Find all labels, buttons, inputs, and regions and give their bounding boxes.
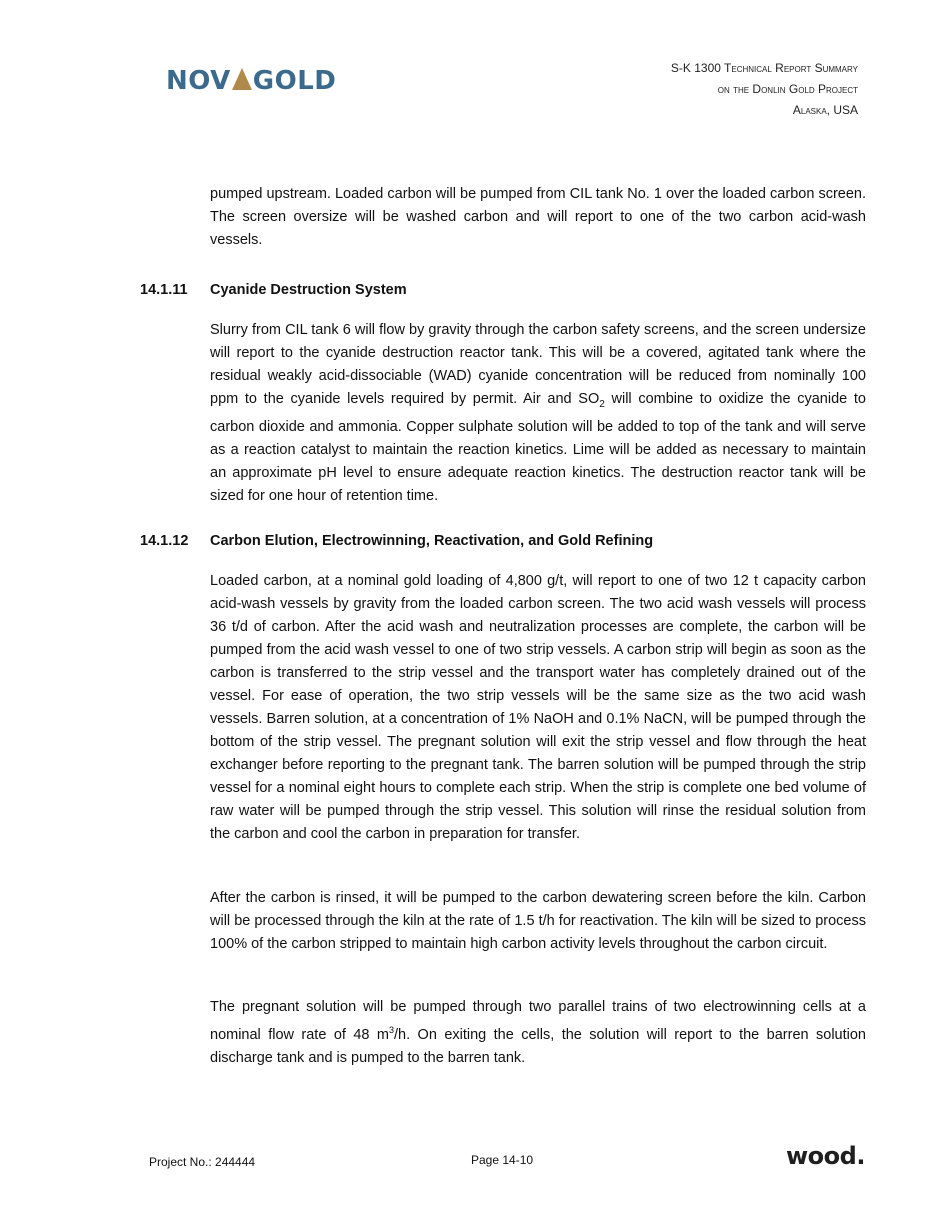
cyanide-text-part2: will combine to oxidize the cyanide to carbon dioxide and ammonia. Copper sulphate solution will be added to top of the tank and will serve as a reaction catalyst to maintain the reaction kinetics. Lime will be added as necessary to maintain an approximate pH level to ensure adequate reaction kinetics. The destruction reactor tank will be sized for one hour of retention time. [210,391,866,504]
section-title-1411: Cyanide Destruction System [210,282,407,298]
cyanide-text-part1: Slurry from CIL tank 6 will flow by gravity through the carbon safety screens, and the screen undersize will report to the cyanide destruction reactor tank. This will be a covered, agitated tank where the residual weakly acid-dissociable (WAD) cyanide concentration will be reduced from nominally 100 ppm to the cyanide levels required by permit. Air and SO [210,322,866,407]
logo-triangle-icon [232,68,252,90]
cyanide-destruction-paragraph [210,319,866,508]
page-number: Page 14-10 [471,1153,534,1167]
project-number: Project No.: 244444 [149,1155,256,1169]
section-number-1411: 14.1.11 [140,282,188,298]
novagold-logo-text: NOV GOLD [166,66,337,96]
header-title-line2: on the Donlin Gold Project [717,82,858,96]
section-number-1412: 14.1.12 [140,533,189,549]
wood-logo: wood. [786,1142,865,1170]
section-title-1412: Carbon Elution, Electrowinning, Reactivation, and Gold Refining [210,533,654,549]
header-title-line1: S-K 1300 Technical Report Summary [670,61,858,75]
carbon-reactivation-paragraph: After the carbon is rinsed, it will be pumped to the carbon dewatering screen before the kiln. Carbon will be processed through the kiln at the rate of 1.5 t/h for reactivation. The kiln will be sized to process 100% of the carbon stripped to maintain high carbon activity levels throughout the carbon circuit. [210,890,866,952]
electrowinning-paragraph [210,996,866,1070]
intro-paragraph: pumped upstream. Loaded carbon will be pumped from CIL tank No. 1 over the loaded carbon screen. The screen oversize will be washed carbon and will report to one of the two carbon acid-wash vessels. [210,186,866,248]
report-header [671,58,858,121]
electrowinning-text-part2: /h. On exiting the cells, the solution will report to the barren solution discharge tank and is pumped to the barren tank. [210,1026,866,1066]
novagold-logo [166,64,341,98]
electrowinning-text-part1: The pregnant solution will be pumped through two parallel trains of two electrowinning cells at a nominal flow rate of 48 m [210,999,866,1043]
so2-subscript: 2 [599,398,605,410]
m3-superscript: 3 [388,1025,394,1035]
carbon-elution-paragraph: Loaded carbon, at a nominal gold loading of 4,800 g/t, will report to one of two 12 t capacity carbon acid-wash vessels by gravity from the loaded carbon screen. The two acid wash vessels will process 36 t/d of carbon. After the acid wash and neutralization processes are complete, the carbon will be pumped from the acid wash vessel to one of two strip vessels. A carbon strip will begin as soon as the carbon is transferred to the strip vessel and the transport water has completely drained out of the vessel. For ease of operation, the two strip vessels will be the same size as the two acid wash vessels. Barren solution, at a concentration of 1% NaOH and 0.1% NaCN, will be pumped through the bottom of the strip vessel. The pregnant solution will exit the strip vessel and flow through the heat exchanger before reporting to the pregnant tank. The barren solution will be pumped through the strip vessel for a nominal eight hours to complete each strip. When the strip is complete one bed volume of raw water will be pumped through the strip vessel. This solution will rinse the residual solution from the carbon and cool the carbon in preparation for transfer. [210,573,866,842]
header-title-line3: Alaska, USA [792,103,858,117]
